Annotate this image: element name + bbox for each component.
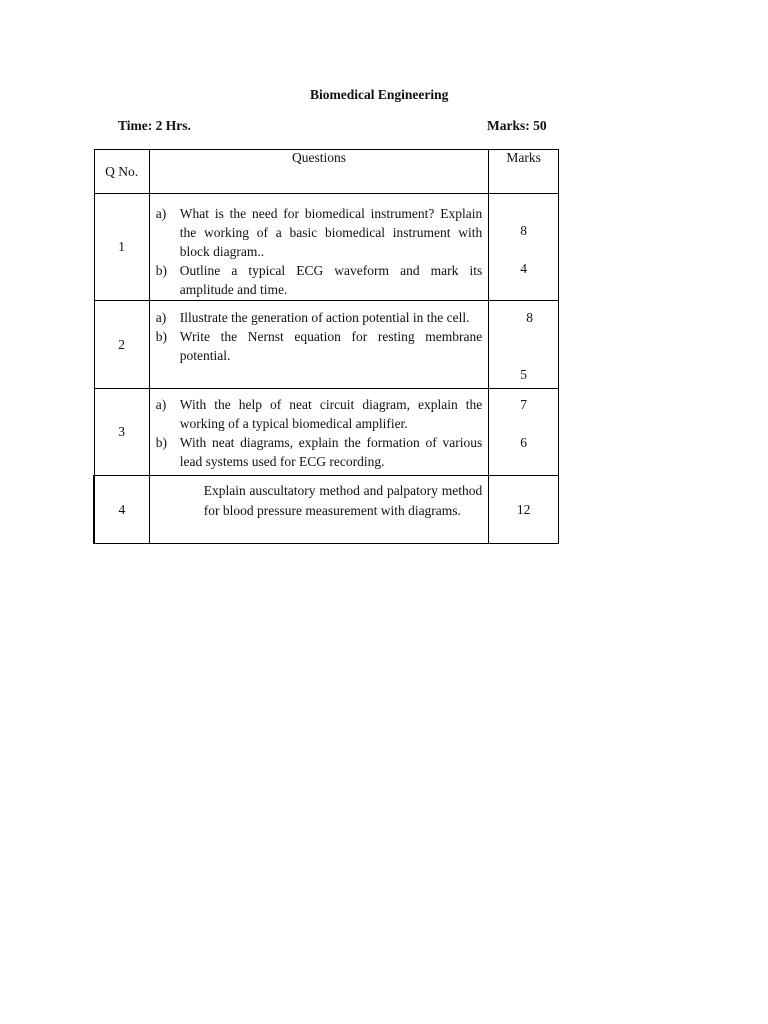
question-item xyxy=(155,261,483,299)
header-questions: Questions xyxy=(149,150,488,194)
item-marks: 12 xyxy=(516,502,531,517)
header-qno: Q No. xyxy=(94,150,149,194)
table-header-row xyxy=(94,150,559,194)
time-label: Time: 2 Hrs. xyxy=(118,118,191,133)
marks-cell xyxy=(489,194,559,301)
total-marks-label: Marks: 50 xyxy=(487,118,547,133)
item-letter: b) xyxy=(155,263,167,278)
question-number: 2 xyxy=(94,301,149,389)
item-marks: 8 xyxy=(520,223,527,238)
header-marks: Marks xyxy=(489,150,559,194)
question-item xyxy=(155,327,483,365)
question-cell xyxy=(149,301,488,389)
item-marks: 7 xyxy=(520,397,527,412)
questions-table xyxy=(93,149,559,544)
question-cell xyxy=(149,194,488,301)
item-text: With neat diagrams, explain the formation of various lead systems used for ECG recording. xyxy=(179,435,483,469)
item-text: Outline a typical ECG waveform and mark its amplitude and time. xyxy=(179,263,483,297)
item-marks: 8 xyxy=(526,310,533,325)
item-text: With the help of neat circuit diagram, explain the working of a typical biomedical amplifier. xyxy=(179,397,483,431)
question-item xyxy=(155,395,483,433)
item-marks: 5 xyxy=(520,367,527,382)
item-text: Illustrate the generation of action potential in the cell. xyxy=(179,310,470,325)
item-letter: a) xyxy=(155,310,167,325)
table-row xyxy=(94,194,559,301)
question-item xyxy=(155,204,483,261)
paper-title: Biomedical Engineering xyxy=(310,87,449,102)
item-text: What is the need for biomedical instrument? Explain the working of a basic biomedical instrument with block diagram.. xyxy=(179,206,483,259)
marks-cell xyxy=(489,301,559,389)
question-cell xyxy=(149,476,488,544)
question-item xyxy=(155,433,483,471)
item-marks: 6 xyxy=(520,435,527,450)
table-row xyxy=(94,389,559,476)
item-marks: 4 xyxy=(520,261,527,276)
question-item xyxy=(155,308,482,327)
table-row xyxy=(94,476,559,544)
question-number: 1 xyxy=(94,194,149,301)
item-letter: b) xyxy=(155,435,167,450)
table-row xyxy=(94,301,559,389)
question-text: Explain auscultatory method and palpatory method for blood pressure measurement with diagrams. xyxy=(203,483,483,518)
marks-cell xyxy=(489,476,559,544)
question-number: 3 xyxy=(94,389,149,476)
marks-cell xyxy=(489,389,559,476)
item-letter: a) xyxy=(155,397,167,412)
question-number: 4 xyxy=(94,476,149,544)
item-letter: b) xyxy=(155,329,167,344)
item-text: Write the Nernst equation for resting membrane potential. xyxy=(179,329,483,363)
item-letter: a) xyxy=(155,206,167,221)
question-cell xyxy=(149,389,488,476)
